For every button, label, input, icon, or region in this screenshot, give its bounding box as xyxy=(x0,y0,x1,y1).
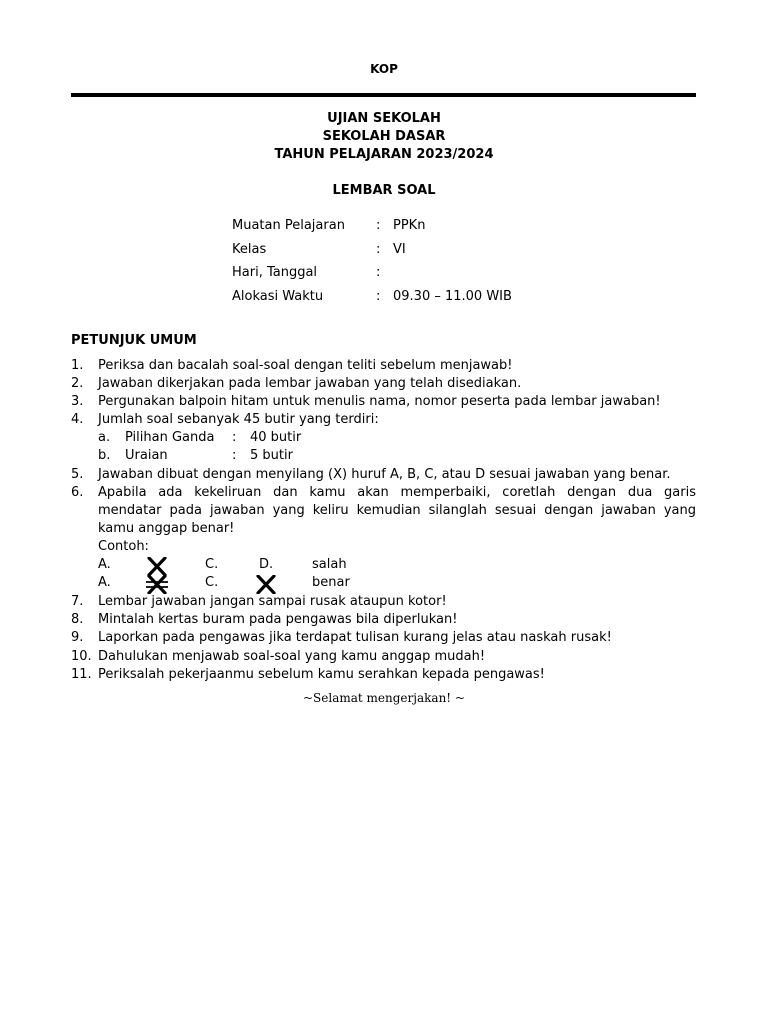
item-text: Jumlah soal sebanyak 45 butir yang terdiri: xyxy=(98,412,379,427)
item-text: Laporkan pada pengawas jika terdapat tulisan kurang jelas atau naskah rusak! xyxy=(98,630,612,645)
item-number: 10. xyxy=(71,649,92,664)
item-text: kamu anggap benar! xyxy=(98,521,235,536)
item-number: 8. xyxy=(71,612,84,627)
kop-label: KOP xyxy=(370,62,398,76)
item-number: 5. xyxy=(71,467,84,482)
example-option-c: C. xyxy=(205,557,219,572)
example-option-a: A. xyxy=(98,575,111,590)
item-text: Jawaban dikerjakan pada lembar jawaban yang telah disediakan. xyxy=(98,376,522,391)
meta-colon: : xyxy=(376,242,381,257)
item-text: Periksalah pekerjaanmu sebelum kamu serahkan kepada pengawas! xyxy=(98,667,545,682)
document-title: LEMBAR SOAL xyxy=(332,183,436,198)
sub-label: Uraian xyxy=(125,448,168,463)
item-number: 4. xyxy=(71,412,84,427)
example-result-wrong: salah xyxy=(312,557,347,572)
school-level: SEKOLAH DASAR xyxy=(322,129,446,144)
meta-value: PPKn xyxy=(393,218,426,233)
meta-label: Kelas xyxy=(232,242,267,257)
item-text: Dahulukan menjawab soal-soal yang kamu anggap mudah! xyxy=(98,649,486,664)
example-label: Contoh: xyxy=(98,539,149,554)
meta-label: Muatan Pelajaran xyxy=(232,218,345,233)
header-divider xyxy=(71,93,696,97)
item-text: Lembar jawaban jangan sampai rusak ataupun kotor! xyxy=(98,594,447,609)
meta-colon: : xyxy=(376,289,381,304)
exam-title: UJIAN SEKOLAH xyxy=(327,111,441,126)
item-number: 9. xyxy=(71,630,84,645)
item-text: Mintalah kertas buram pada pengawas bila diperlukan! xyxy=(98,612,458,627)
closing-message: ~Selamat mengerjakan! ~ xyxy=(303,691,465,705)
sub-label: Pilihan Ganda xyxy=(125,430,215,445)
meta-colon: : xyxy=(376,218,381,233)
sub-value: 40 butir xyxy=(250,430,302,445)
sub-letter: a. xyxy=(98,430,111,445)
sub-value: 5 butir xyxy=(250,448,293,463)
cross-mark-icon xyxy=(147,557,167,576)
sub-colon: : xyxy=(232,430,237,445)
example-option-c: C. xyxy=(205,575,219,590)
meta-value: VI xyxy=(393,242,406,257)
cross-mark-icon xyxy=(256,575,276,594)
meta-label: Alokasi Waktu xyxy=(232,289,324,304)
sub-colon: : xyxy=(232,448,237,463)
item-number: 1. xyxy=(71,358,84,373)
example-option-a: A. xyxy=(98,557,111,572)
item-text: Pergunakan balpoin hitam untuk menulis nama, nomor peserta pada lembar jawaban! xyxy=(98,394,661,409)
section-title: PETUNJUK UMUM xyxy=(71,333,197,348)
item-text: Jawaban dibuat dengan menyilang (X) huruf A, B, C, atau D sesuai jawaban yang benar. xyxy=(98,467,671,482)
example-result-correct: benar xyxy=(312,575,350,590)
item-number: 7. xyxy=(71,594,84,609)
sub-letter: b. xyxy=(98,448,111,463)
academic-year: TAHUN PELAJARAN 2023/2024 xyxy=(274,147,494,162)
item-text: mendatar pada jawaban yang keliru kemudian silanglah sesuai dengan jawaban yang xyxy=(98,503,696,518)
example-option-d: D. xyxy=(259,557,274,572)
item-number: 11. xyxy=(71,667,92,682)
item-text: Apabila ada kekeliruan dan kamu akan memperbaiki, coretlah dengan dua garis xyxy=(98,485,696,500)
item-number: 3. xyxy=(71,394,84,409)
meta-colon: : xyxy=(376,265,381,280)
item-number: 2. xyxy=(71,376,84,391)
meta-value: 09.30 – 11.00 WIB xyxy=(393,289,512,304)
struck-cross-mark-icon xyxy=(145,575,169,594)
item-number: 6. xyxy=(71,485,84,500)
meta-label: Hari, Tanggal xyxy=(232,265,318,280)
item-text: Periksa dan bacalah soal-soal dengan teliti sebelum menjawab! xyxy=(98,358,513,373)
